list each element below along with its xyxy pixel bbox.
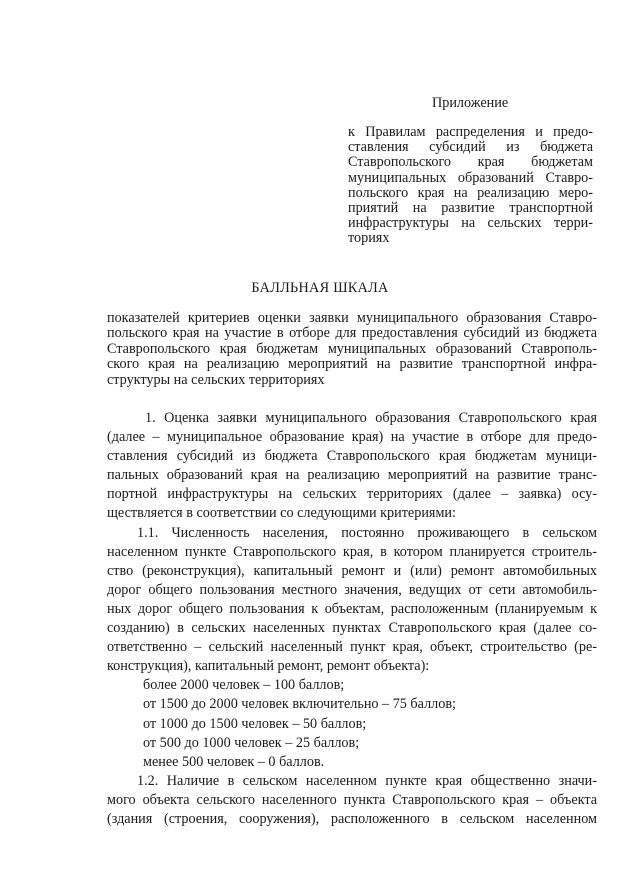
subtitle-line: ского края на реализацию мероприятий на развитие транспортной инфра- (107, 356, 597, 373)
body-line: портной инфраструктуры на сельских территориях (далее – заявка) осу- (107, 486, 597, 503)
document-heading: БАЛЛЬНАЯ ШКАЛА (251, 280, 389, 296)
appendix-text (348, 125, 593, 247)
body-line: 1.1. Численность населения, постоянно проживающего в сельском (137, 524, 597, 541)
appendix-line: инфраструктуры на сельских терри- (348, 215, 593, 232)
score-item: менее 500 человек – 0 баллов. (143, 753, 325, 770)
document-subtitle (107, 311, 597, 388)
appendix-line: польского края на реализацию меро- (348, 184, 593, 201)
appendix-line: к Правилам распределения и предо- (348, 124, 593, 140)
subtitle-line: показателей критериев оценки заявки муниципального образования Ставро- (107, 310, 597, 326)
appendix-line: приятий на развитие транспортной (348, 200, 593, 217)
score-item: от 1500 до 2000 человек включительно – 75 баллов; (143, 696, 456, 713)
score-item: более 2000 человек – 100 баллов; (143, 677, 345, 694)
body-line: конструкция), капитальный ремонт, ремонт объекта): (107, 658, 430, 675)
appendix-line: муниципальных образований Ставро- (348, 169, 593, 186)
appendix-title: Приложение (432, 95, 509, 111)
body-line: 1.2. Наличие в сельском населенном пункте края общественно значи- (137, 772, 597, 789)
body-line: дорог общего пользования местного значения, ведущих от сети автомобиль- (107, 581, 597, 598)
score-item: от 500 до 1000 человек – 25 баллов; (143, 734, 360, 751)
body-line: созданию) в сельских населенных пунктах Ставропольского края (далее со- (107, 620, 597, 637)
subtitle-line: структуры на сельских территориях (107, 371, 325, 388)
body-line: населенном пункте Ставропольского края, в котором планируется строитель- (107, 543, 597, 560)
subtitle-line: Ставропольского края бюджетам муниципальных образований Ставрополь- (107, 340, 597, 357)
appendix-line: Ставропольского края бюджетам (348, 154, 593, 171)
appendix-line: ториях (348, 230, 390, 247)
score-item: от 1000 до 1500 человек – 50 баллов; (143, 715, 367, 732)
body-line: ных дорог общего пользования к объектам, расположенным (планируемым к (107, 600, 597, 617)
body-line: ответственно – сельский населенный пункт края, объект, строительство (ре- (107, 639, 597, 656)
document-body (107, 409, 597, 829)
body-line: мого объекта сельского населенного пункта Ставропольского края – объекта (107, 791, 597, 808)
body-line: ществляется в соответствии со следующими критериями: (107, 505, 456, 522)
subtitle-line: польского края на участие в отборе для предоставления субсидий из бюджета (107, 325, 597, 342)
body-line: (далее – муниципальное образование края) на участие в отборе для предо- (107, 429, 597, 446)
body-line: ставления субсидий из бюджета Ставропольского края бюджетам муници- (107, 448, 597, 465)
body-line: (здания (строения, сооружения), расположенного в сельском населенном (107, 810, 597, 827)
appendix-line: ставления субсидий из бюджета (348, 139, 593, 156)
body-line: ство (реконструкция), капитальный ремонт и (или) ремонт автомобильных (107, 562, 597, 579)
body-line: пальных образований края на реализацию мероприятий на развитие транс- (107, 467, 597, 484)
body-line: 1. Оценка заявки муниципального образования Ставропольского края (145, 410, 597, 426)
